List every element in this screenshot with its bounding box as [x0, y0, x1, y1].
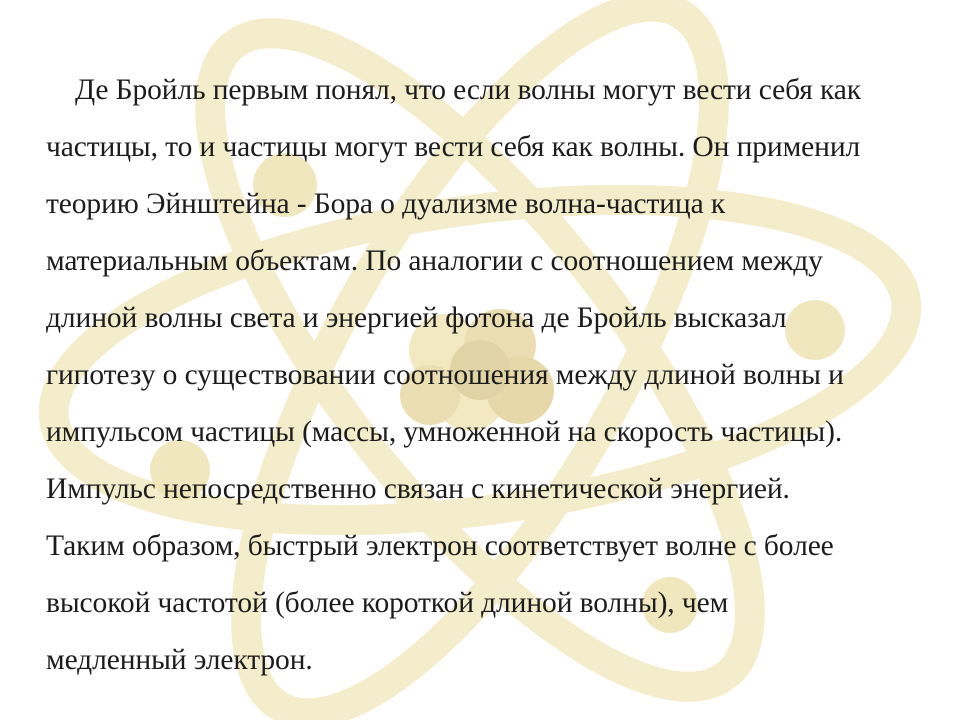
paragraph-line: длиной волны света и энергией фотона де Бройль высказал	[46, 302, 787, 334]
paragraph-line: импульсом частицы (массы, умноженной на скорость частицы).	[46, 416, 843, 448]
paragraph-line: Импульс непосредственно связан с кинетической энергией.	[46, 473, 790, 505]
paragraph-line: Таким образом, быстрый электрон соответствует волне с более	[46, 530, 834, 562]
paragraph-line: медленный электрон.	[46, 644, 313, 676]
paragraph-line: материальным объектам. По аналогии с соотношением между	[46, 245, 823, 277]
paragraph-line: гипотезу о существовании соотношения между длиной волны и	[46, 359, 844, 391]
body-paragraph	[46, 62, 946, 689]
paragraph-line: частицы, то и частицы могут вести себя как волны. Он применил	[46, 131, 861, 163]
paragraph-line: теорию Эйнштейна - Бора о дуализме волна-частица к	[46, 188, 726, 220]
paragraph-line: Де Бройль первым понял, что если волны могут вести себя как	[75, 74, 862, 106]
paragraph-line: высокой частотой (более короткой длиной волны), чем	[46, 587, 729, 619]
